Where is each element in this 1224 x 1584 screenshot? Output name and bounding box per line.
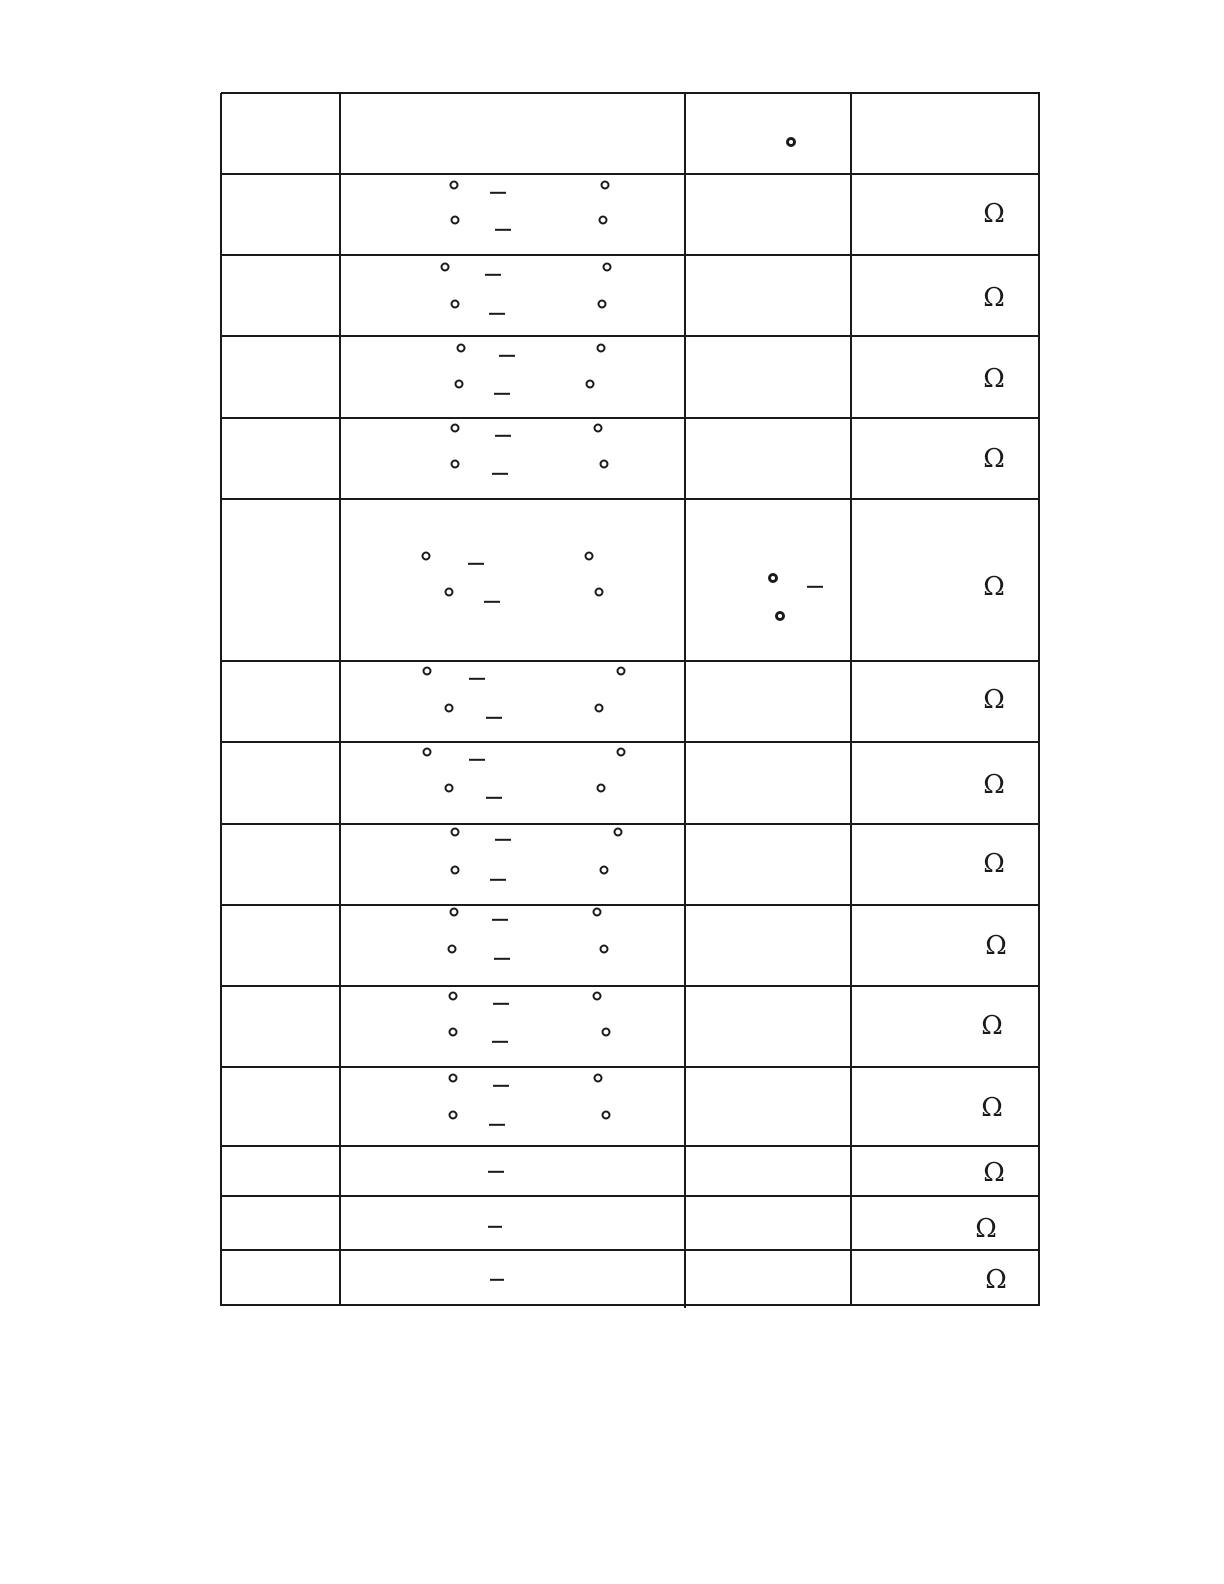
omega-unit: Ω (981, 1011, 1003, 1041)
dash-mark (493, 1085, 509, 1087)
dash-mark (492, 1041, 508, 1043)
omega-unit: Ω (983, 283, 1005, 313)
degree-mark-icon (600, 945, 609, 954)
dash-mark (489, 313, 505, 315)
omega-unit: Ω (975, 1214, 997, 1244)
degree-mark-icon (775, 611, 785, 621)
degree-mark-icon (594, 424, 603, 433)
degree-mark-icon (449, 1028, 458, 1037)
degree-mark-icon (599, 216, 608, 225)
row-rule (221, 254, 1040, 256)
row-rule (221, 1066, 1040, 1068)
degree-mark-icon (594, 1074, 603, 1083)
row-rule (221, 1145, 1040, 1147)
row-rule (221, 985, 1040, 987)
dash-mark (488, 1226, 502, 1228)
omega-unit: Ω (983, 685, 1005, 715)
omega-unit: Ω (983, 572, 1005, 602)
degree-mark-icon (593, 992, 602, 1001)
omega-unit: Ω (983, 444, 1005, 474)
dash-mark (807, 586, 823, 588)
dash-mark (486, 797, 502, 799)
degree-mark-icon (451, 216, 460, 225)
omega-unit: Ω (983, 199, 1005, 229)
degree-mark-icon (597, 344, 606, 353)
omega-unit: Ω (981, 1093, 1003, 1123)
omega-unit: Ω (985, 1265, 1007, 1295)
degree-mark-icon (617, 667, 626, 676)
row-rule (221, 92, 1040, 94)
degree-mark-icon (445, 704, 454, 713)
row-rule (221, 823, 1040, 825)
degree-mark-icon (595, 588, 604, 597)
row-rule (221, 904, 1040, 906)
dash-mark (494, 393, 510, 395)
row-rule (221, 173, 1040, 175)
degree-mark-icon (602, 1111, 611, 1120)
row-rule (221, 1195, 1040, 1197)
column-rule (684, 93, 686, 1308)
column-rule (850, 93, 852, 1306)
dash-mark (484, 601, 500, 603)
degree-mark-icon (585, 552, 594, 561)
omega-unit: Ω (983, 849, 1005, 879)
degree-mark-icon (597, 784, 606, 793)
degree-mark-icon (422, 552, 431, 561)
degree-mark-icon (450, 908, 459, 917)
dash-mark (490, 192, 506, 194)
degree-mark-icon (451, 866, 460, 875)
degree-mark-icon (600, 866, 609, 875)
degree-mark-icon (617, 748, 626, 757)
dash-mark (486, 717, 502, 719)
dash-mark (499, 355, 515, 357)
column-rule (1038, 93, 1040, 1306)
dash-mark (495, 229, 511, 231)
dash-mark (492, 919, 508, 921)
row-rule (221, 660, 1040, 662)
degree-mark-icon (602, 1028, 611, 1037)
row-rule (221, 741, 1040, 743)
degree-mark-icon (451, 424, 460, 433)
degree-mark-icon (586, 380, 595, 389)
degree-mark-icon (450, 181, 459, 190)
degree-mark-icon (455, 380, 464, 389)
dash-mark (494, 958, 510, 960)
omega-unit: Ω (983, 364, 1005, 394)
degree-mark-icon (457, 344, 466, 353)
degree-mark-icon (449, 992, 458, 1001)
dash-mark (495, 435, 511, 437)
degree-mark-icon (449, 1074, 458, 1083)
degree-mark-icon (598, 300, 607, 309)
degree-mark-icon (603, 263, 612, 272)
degree-mark-icon (768, 573, 778, 583)
degree-mark-icon (595, 704, 604, 713)
degree-mark-icon (614, 828, 623, 837)
degree-mark-icon (449, 1111, 458, 1120)
row-rule (221, 498, 1040, 500)
degree-mark-icon (448, 945, 457, 954)
degree-mark-icon (601, 181, 610, 190)
dash-mark (492, 473, 508, 475)
dash-mark (488, 1171, 504, 1173)
degree-mark-icon (593, 908, 602, 917)
dash-mark (468, 563, 484, 565)
column-rule (339, 93, 341, 1306)
degree-mark-icon (451, 460, 460, 469)
dash-mark (495, 839, 511, 841)
degree-mark-icon (445, 588, 454, 597)
column-rule (220, 93, 222, 1306)
degree-mark-icon (441, 263, 450, 272)
dash-mark (493, 1003, 509, 1005)
degree-mark-icon (423, 748, 432, 757)
omega-unit: Ω (985, 931, 1007, 961)
row-rule (221, 417, 1040, 419)
degree-mark-icon (786, 137, 796, 147)
degree-mark-icon (445, 784, 454, 793)
degree-mark-icon (451, 828, 460, 837)
omega-unit: Ω (983, 770, 1005, 800)
dash-mark (490, 1279, 504, 1281)
degree-mark-icon (451, 300, 460, 309)
dash-mark (469, 678, 485, 680)
dash-mark (490, 879, 506, 881)
row-rule (221, 1304, 1040, 1306)
row-rule (221, 335, 1040, 337)
dash-mark (485, 274, 501, 276)
omega-unit: Ω (983, 1158, 1005, 1188)
row-rule (221, 1249, 1040, 1251)
dash-mark (469, 759, 485, 761)
degree-mark-icon (600, 460, 609, 469)
degree-mark-icon (423, 667, 432, 676)
dash-mark (489, 1124, 505, 1126)
